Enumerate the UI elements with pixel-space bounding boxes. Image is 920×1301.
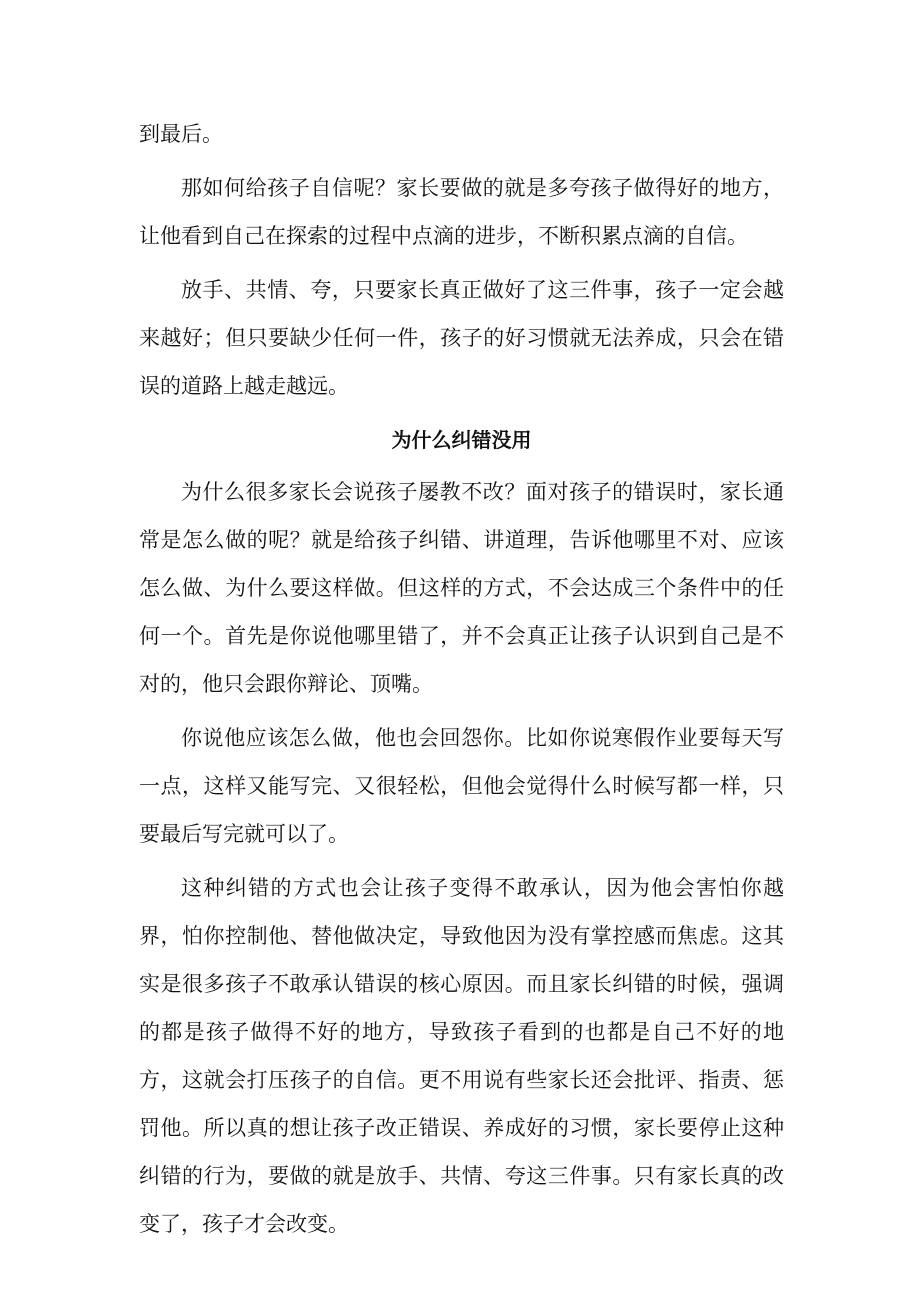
paragraph-conclusion: 这种纠错的方式也会让孩子变得不敢承认，因为他会害怕你越界，怕你控制他、替他做决定，导致他因为没有掌控感而焦虑。这其实是很多孩子不敢承认错误的核心原因。而且家长纠错的时候，强调的都是孩子做得不好的地方，导致孩子看到的也都是自己不好的地方，这就会打压孩子的自信。更不用说有些家长还会批评、指责、惩罚他。所以真的想让孩子改正错误、养成好的习惯，家长要停止这种纠错的行为，要做的就是放手、共情、夸这三件事。只有家长真的改变了，孩子才会改变。: [139, 876, 784, 1236]
document-body: [139, 110, 784, 1254]
paragraph-three-things: 放手、共情、夸，只要家长真正做好了这三件事，孩子一定会越来越好；但只要缺少任何一件，孩子的好习惯就无法养成，只会在错误的道路上越走越远。: [139, 278, 784, 398]
paragraph-confidence: 那如何给孩子自信呢？家长要做的就是多夸孩子做得好的地方，让他看到自己在探索的过程中点滴的进步，不断积累点滴的自信。: [139, 176, 784, 248]
paragraph-homework-example: 你说他应该怎么做，他也会回怨你。比如你说寒假作业要每天写一点，这样又能写完、又很轻松，但他会觉得什么时候写都一样，只要最后写完就可以了。: [139, 726, 784, 846]
paragraph-why-correction-fails: 为什么很多家长会说孩子屡教不改？面对孩子的错误时，家长通常是怎么做的呢？就是给孩子纠错、讲道理，告诉他哪里不对、应该怎么做、为什么要这样做。但这样的方式，不会达成三个条件中的任何一个。首先是你说他哪里错了，并不会真正让孩子认识到自己是不对的，他只会跟你辩论、顶嘴。: [139, 480, 784, 696]
section-title: 为什么纠错没用: [391, 428, 532, 452]
paragraph-continuation: 到最后。: [139, 122, 223, 146]
